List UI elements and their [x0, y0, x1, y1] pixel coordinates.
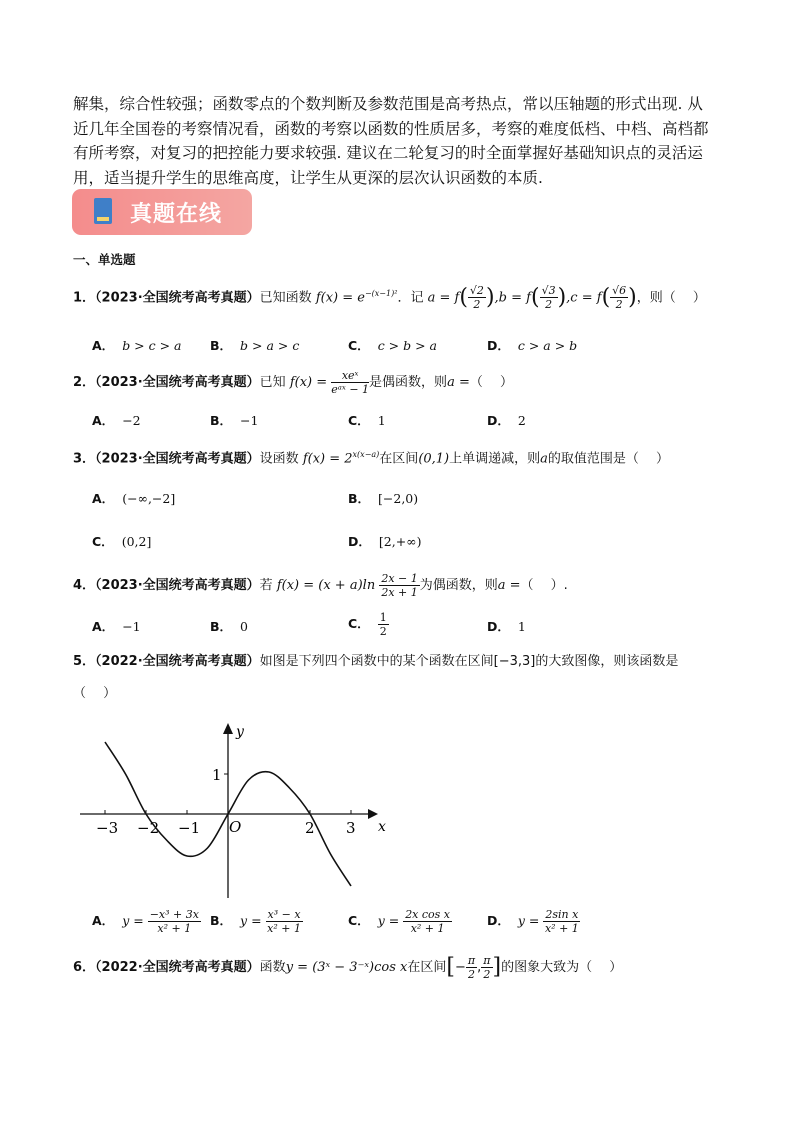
- option-b[interactable]: B． [−2,0): [348, 491, 419, 506]
- option-d[interactable]: D． [2,+∞): [348, 534, 422, 549]
- x-tick-label: −2: [137, 819, 160, 837]
- x-tick-label: 2: [305, 819, 315, 837]
- y-axis-arrow: [223, 723, 233, 734]
- option-b[interactable]: B． 0: [210, 619, 248, 634]
- question-text: 若: [259, 578, 273, 593]
- intro-line: 近几年全国卷的考察情况看，函数的考察以函数的性质居多，考察的难度低档、中档、高档都: [73, 119, 709, 138]
- math-expr: f(x) = 2: [302, 451, 353, 467]
- question-source: （2023·全国统考高考真题）: [95, 578, 260, 593]
- option-d[interactable]: D． 2: [487, 413, 526, 428]
- option-d[interactable]: D． c > a > b: [487, 338, 578, 353]
- math-expr: f(x) = e: [315, 290, 365, 306]
- question-text: 已知函数: [259, 290, 312, 306]
- question-1: 1．（2023·全国统考高考真题）已知函数 $f(x) = e^{-(x-1)^2}$．记 a = f( $\frac{√2}{2}$ ),b = f( $\frac{√3}{2}$ ),c = f( $\frac{√6}{2}$ )，则（ ）: [73, 284, 706, 312]
- math-expr: ,c = f: [566, 290, 602, 306]
- option-a[interactable]: A． (−∞,−2]: [92, 491, 176, 506]
- option-a[interactable]: A． b > c > a: [92, 338, 182, 353]
- question-source: （2022·全国统考高考真题）: [95, 960, 260, 975]
- math-expr: a =: [447, 375, 470, 390]
- option-c[interactable]: C． $\frac{1}{2}$: [348, 611, 387, 638]
- question-4: [73, 572, 568, 599]
- question-text: 设函数: [259, 451, 299, 467]
- question-source: （2023·全国统考高考真题）: [95, 290, 260, 306]
- question-tail: （ ）: [469, 375, 513, 390]
- banner-title: 真题在线: [130, 202, 223, 227]
- question-number: 2．: [73, 375, 96, 390]
- question-2: [73, 369, 513, 396]
- option-a[interactable]: A． y = $\frac{\text{−x³ + 3x}}{\text{x² + 1}}$: [92, 908, 199, 935]
- section-banner: [72, 189, 252, 235]
- question-tail: 的取值范围是（ ）: [547, 451, 670, 467]
- y-tick-label: 1: [212, 766, 222, 784]
- math-exponent: −(x−1)²: [364, 289, 398, 298]
- book-icon: [94, 198, 112, 224]
- question-text: 如图是下列四个函数中的某个函数在区间[−3,3]的大致图像，则该函数是: [259, 654, 679, 669]
- question-tail: 的图象大致为（ ）: [501, 960, 623, 975]
- fraction: $\frac{√6}{2}$: [612, 284, 627, 312]
- origin-label: O: [229, 818, 242, 836]
- math-expr: f(x) =: [289, 375, 328, 390]
- math-expr: ,b = f: [494, 290, 531, 306]
- x-tick-label: −3: [96, 819, 119, 837]
- math-expr: f(x) = (x + a)ln: [276, 578, 376, 593]
- intro-paragraph: [73, 92, 723, 190]
- math-expr: a =: [497, 578, 521, 593]
- question-number: 1．: [73, 290, 96, 306]
- math-expr: a: [540, 451, 548, 467]
- fraction: $\frac{\text{xeˣ}}{\text{eᵃˣ − 1}}$: [331, 369, 370, 396]
- question-number: 6．: [73, 960, 96, 975]
- x-tick-label: −1: [178, 819, 201, 837]
- y-axis-label: y: [236, 724, 244, 740]
- question-text: 在区间: [379, 451, 419, 467]
- question-source: （2022·全国统考高考真题）: [95, 654, 260, 669]
- math-expr: y = (3ˣ − 3⁻ˣ)cos x: [285, 960, 408, 975]
- option-c[interactable]: C． 1: [348, 413, 386, 428]
- question-3: [73, 445, 669, 469]
- math-expr: a = f: [427, 290, 460, 306]
- question-number: 3．: [73, 451, 96, 467]
- intro-line: 用，适当提升学生的思维高度，让学生从更深的层次认识函数的本质.: [73, 168, 543, 187]
- question-5: [73, 652, 678, 672]
- question-6: 6．（2022·全国统考高考真题）函数y = (3ˣ − 3⁻ˣ)cos x在区间[− $\frac{\pi}{2}$ , $\frac{\pi}{2}$ ]的图象大致为（ ）: [73, 954, 623, 981]
- intro-line: 有所考察，对复习的把控能力要求较强. 建议在二轮复习的时全面掌握好基础知识点的灵活运: [73, 144, 703, 162]
- question-tail: ，则（ ）: [636, 290, 706, 306]
- fraction: $\frac{√2}{2}$: [469, 284, 484, 312]
- question-text: 是偶函数，则: [369, 375, 448, 390]
- question-text: ．记: [397, 290, 424, 306]
- x-tick-label: 3: [346, 819, 356, 837]
- math-exponent: x(x−a): [352, 450, 380, 459]
- question-number: 5．: [73, 654, 96, 669]
- question-text: 为偶函数，则: [419, 578, 498, 593]
- question-source: （2023·全国统考高考真题）: [95, 375, 260, 390]
- math-expr: (0,1): [418, 451, 450, 467]
- question-tail: （ ）: [73, 686, 117, 701]
- question-number: 4．: [73, 578, 96, 593]
- question-text: 上单调递减，则: [449, 451, 541, 467]
- option-d[interactable]: D． y = $\frac{\text{2sin x}}{\text{x² + 1}}$: [487, 908, 579, 935]
- option-b[interactable]: B． y = $\frac{\text{x³ − x}}{\text{x² + 1}}$: [210, 908, 301, 935]
- option-a[interactable]: A． −1: [92, 619, 141, 634]
- question-tail: （ ）.: [520, 578, 568, 593]
- option-b[interactable]: B． b > a > c: [210, 338, 300, 353]
- fraction: $\frac{2x - 1}{2x + 1}$: [381, 572, 418, 599]
- fraction: $\frac{√3}{2}$: [541, 284, 556, 312]
- x-axis-arrow: [368, 809, 378, 819]
- question-text: 已知: [259, 375, 286, 390]
- option-c[interactable]: C． (0,2]: [92, 534, 152, 549]
- intro-line: 解集，综合性较强；函数零点的个数判断及参数范围是高考热点，常以压轴题的形式出现. 从: [73, 95, 703, 113]
- option-d[interactable]: D． 1: [487, 619, 526, 634]
- x-axis-label: x: [378, 819, 386, 835]
- section-title: 一、单选题: [73, 252, 136, 267]
- question-source: （2023·全国统考高考真题）: [95, 451, 260, 467]
- function-graph: [78, 718, 388, 900]
- question-text: 在区间: [407, 960, 447, 975]
- option-b[interactable]: B． −1: [210, 413, 259, 428]
- option-c[interactable]: C． y = $\frac{\text{2x cos x}}{\text{x² + 1}}$: [348, 908, 451, 935]
- question-text: 函数: [259, 960, 286, 975]
- option-a[interactable]: A． −2: [92, 413, 141, 428]
- option-c[interactable]: C． c > b > a: [348, 338, 437, 353]
